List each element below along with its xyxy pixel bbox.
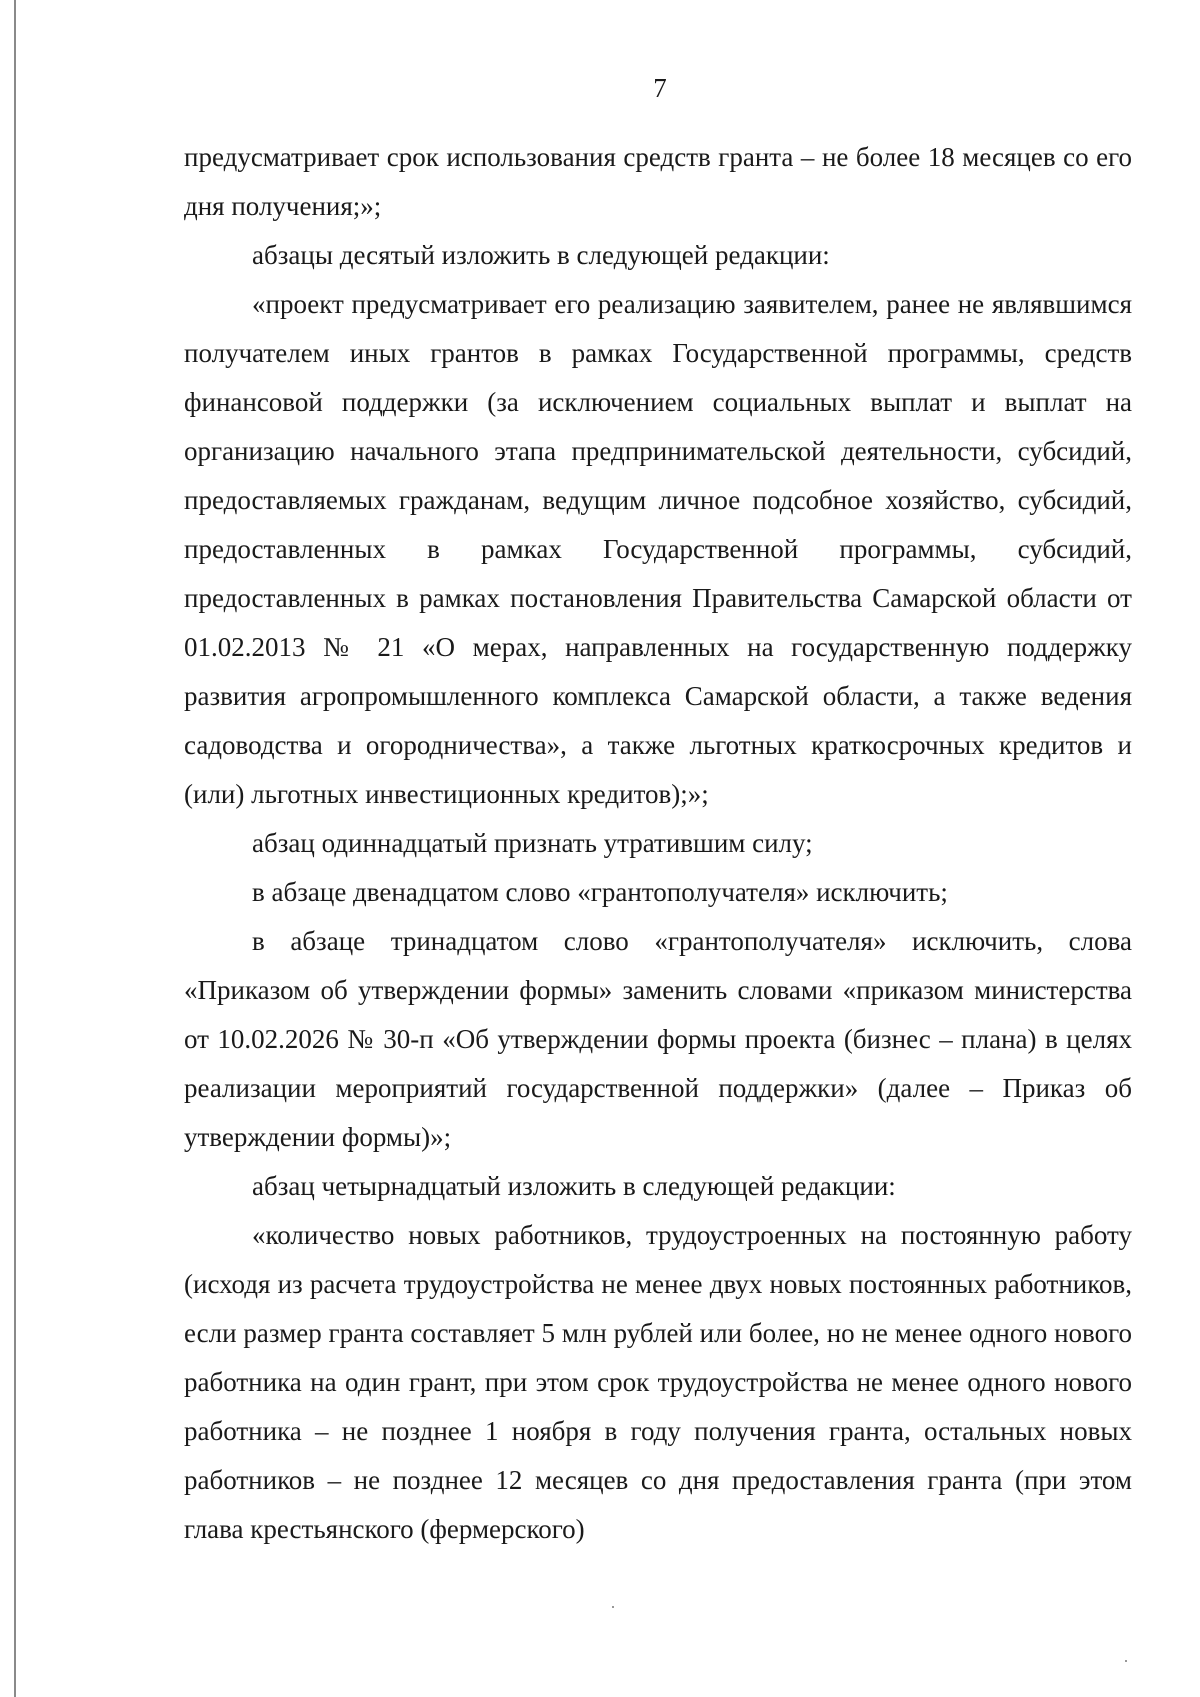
paragraph-new-workers: «количество новых работников, трудоустроенных на постоянную работу (исходя из расчета трудоустройства не менее двух новых постоянных работников, если размер гранта составляет 5 млн рублей или более, но не менее одного нового работника на один грант, при этом срок трудоустройства не менее одного нового работника – не позднее 1 ноября в году получения гранта, остальных новых работников – не позднее 12 месяцев со дня предоставления гранта (при этом глава крестьянского (фермерского) [184,1220,1132,1544]
scan-speck [1125,1660,1127,1662]
document-body [184,133,1132,1554]
paragraph-project-condition: «проект предусматривает его реализацию заявителем, ранее не являвшимся получателем иных грантов в рамках Государственной программы, средств финансовой поддержки (за исключением социальных выплат и выплат на организацию начального этапа предпринимательской деятельности, субсидий, предоставляемых гражданам, ведущим личное подсобное хозяйство, субсидий, предоставленных в рамках Государственной программы, субсидий, предоставленных в рамках постановления Правительства Самарской области от 01.02.2013 № 21 «О мерах, направленных на государственную поддержку развития агропромышленного комплекса Самарской области, а также ведения садоводства и огородничества», а также льготных краткосрочных кредитов и (или) льготных инвестиционных кредитов);»; [184,289,1132,809]
paragraph-thirteenth-amend: в абзаце тринадцатом слово «грантополучателя» исключить, слова «Приказом об утверждении формы» заменить словами «приказом министерства от 10.02.2026 № 30-п «Об утверждении формы проекта (бизнес – плана) в целях реализации мероприятий государственной поддержки» (далее – Приказ об утверждении формы)»; [184,926,1132,1152]
paragraph-continuation: предусматривает срок использования средств гранта – не более 18 месяцев со его дня получения;»; [184,142,1132,221]
scan-speck [612,1606,614,1608]
page-number: 7 [653,73,667,103]
paragraph-amend-tenth: абзацы десятый изложить в следующей редакции: [252,240,830,270]
paragraph-amend-fourteenth: абзац четырнадцатый изложить в следующей редакции: [252,1171,896,1201]
scan-edge-line [14,0,16,1697]
paragraph-eleventh-void: абзац одиннадцатый признать утратившим силу; [252,828,813,858]
paragraph-twelfth-amend: в абзаце двенадцатом слово «грантополучателя» исключить; [252,877,948,907]
